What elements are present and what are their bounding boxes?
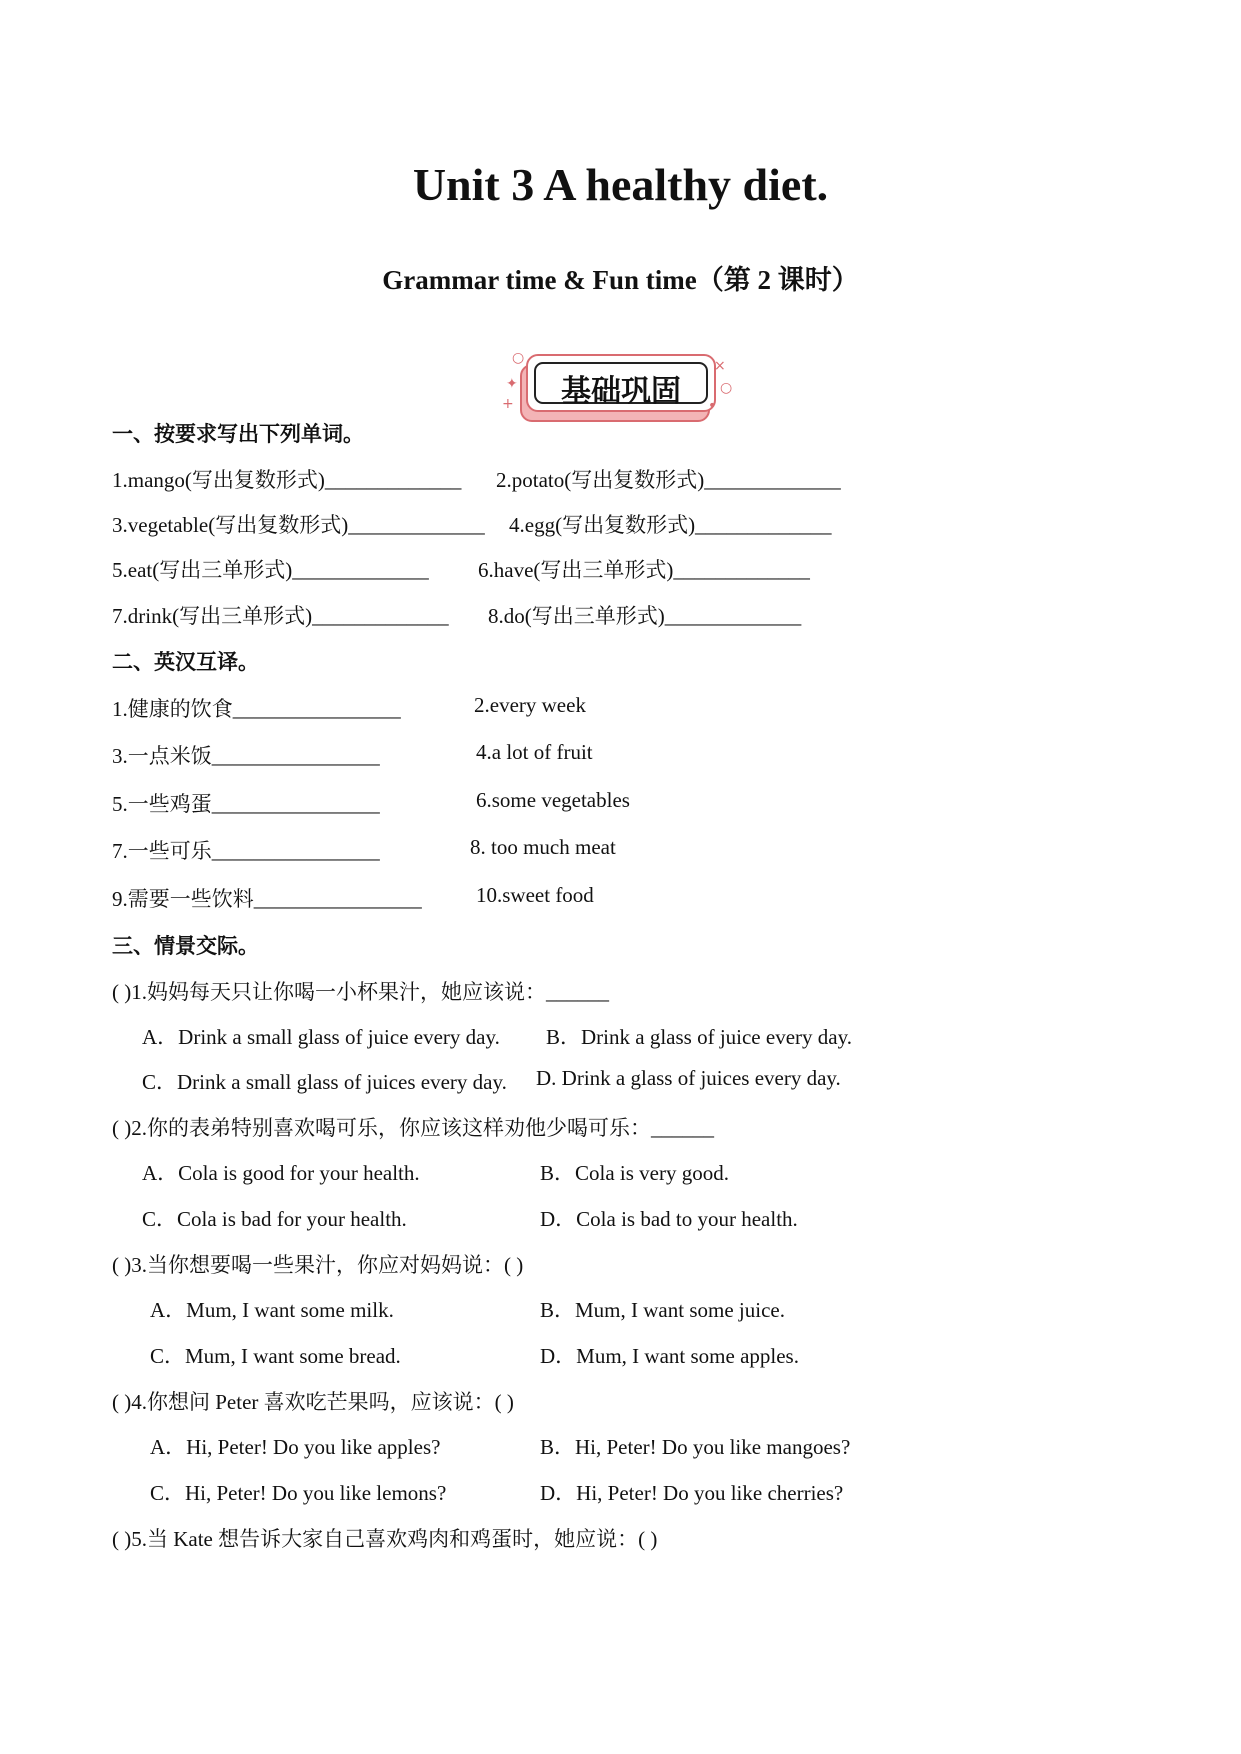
option-d: D．Hi, Peter! Do you like cherries? <box>540 1481 844 1505</box>
list-item: 4.a lot of fruit <box>476 740 593 764</box>
option-c: C．Mum, I want some bread. <box>150 1344 401 1368</box>
list-item: 5.eat(写出三单形式)_____________ <box>112 558 429 582</box>
list-item: 10.sweet food <box>476 883 594 907</box>
question-stem: ( )5.当 Kate 想告诉大家自己喜欢鸡肉和鸡蛋时，她应说：( ) <box>112 1527 658 1551</box>
list-item: 1.mango(写出复数形式)_____________ <box>112 468 462 492</box>
option-a: A．Hi, Peter! Do you like apples? <box>150 1435 441 1459</box>
option-d: D. Drink a glass of juices every day. <box>536 1066 841 1090</box>
list-item: 5.一些鸡蛋________________ <box>112 792 380 816</box>
option-a: A．Cola is good for your health. <box>142 1161 420 1185</box>
option-c: C．Drink a small glass of juices every day. <box>142 1070 507 1094</box>
list-item: 2.potato(写出复数形式)_____________ <box>496 468 841 492</box>
question-stem: ( )4.你想问 Peter 喜欢吃芒果吗，应该说：( ) <box>112 1390 514 1414</box>
list-item: 7.drink(写出三单形式)_____________ <box>112 604 449 628</box>
question-stem: ( )1.妈妈每天只让你喝一小杯果汁，她应该说：______ <box>112 980 609 1004</box>
option-d: D．Mum, I want some apples. <box>540 1344 799 1368</box>
decor-dot-icon: • <box>708 398 717 414</box>
list-item: 9.需要一些饮料________________ <box>112 887 422 911</box>
list-item: 1.健康的饮食________________ <box>112 697 401 721</box>
section1-heading: 一、按要求写出下列单词。 <box>112 422 364 446</box>
section2-heading: 二、英汉互译。 <box>112 650 259 674</box>
list-item: 6.have(写出三单形式)_____________ <box>478 558 810 582</box>
option-c: C．Cola is bad for your health. <box>142 1207 407 1231</box>
question-stem: ( )2.你的表弟特别喜欢喝可乐，你应该这样劝他少喝可乐：______ <box>112 1116 714 1140</box>
list-item: 3.一点米饭________________ <box>112 744 380 768</box>
option-c: C．Hi, Peter! Do you like lemons? <box>150 1481 447 1505</box>
list-item: 8. too much meat <box>470 835 616 859</box>
page-title: Unit 3 A healthy diet. <box>412 159 829 210</box>
option-b: B．Cola is very good. <box>540 1161 729 1185</box>
list-item: 4.egg(写出复数形式)_____________ <box>509 513 832 537</box>
list-item: 6.some vegetables <box>476 788 630 812</box>
decor-circle-icon: ○ <box>512 350 525 366</box>
badge-label: 基础巩固 <box>561 374 681 409</box>
option-a: A．Mum, I want some milk. <box>150 1298 394 1322</box>
decor-star-icon: ✦ <box>506 376 518 392</box>
question-stem: ( )3.当你想要喝一些果汁，你应对妈妈说：( ) <box>112 1253 524 1277</box>
decor-cross-icon: × <box>714 358 726 374</box>
decor-circle-icon: ○ <box>720 380 733 396</box>
option-a: A．Drink a small glass of juice every day. <box>142 1025 500 1049</box>
option-b: B．Hi, Peter! Do you like mangoes? <box>540 1435 851 1459</box>
list-item: 8.do(写出三单形式)_____________ <box>488 604 802 628</box>
option-b: B．Drink a glass of juice every day. <box>546 1025 852 1049</box>
page-subtitle: Grammar time & Fun time（第 2 课时） <box>382 265 859 295</box>
decor-plus-icon: + <box>502 396 514 412</box>
list-item: 2.every week <box>474 693 586 717</box>
section-badge <box>502 350 733 430</box>
list-item: 7.一些可乐________________ <box>112 839 380 863</box>
option-b: B．Mum, I want some juice. <box>540 1298 785 1322</box>
section3-heading: 三、情景交际。 <box>112 934 259 958</box>
list-item: 3.vegetable(写出复数形式)_____________ <box>112 513 485 537</box>
option-d: D．Cola is bad to your health. <box>540 1207 798 1231</box>
